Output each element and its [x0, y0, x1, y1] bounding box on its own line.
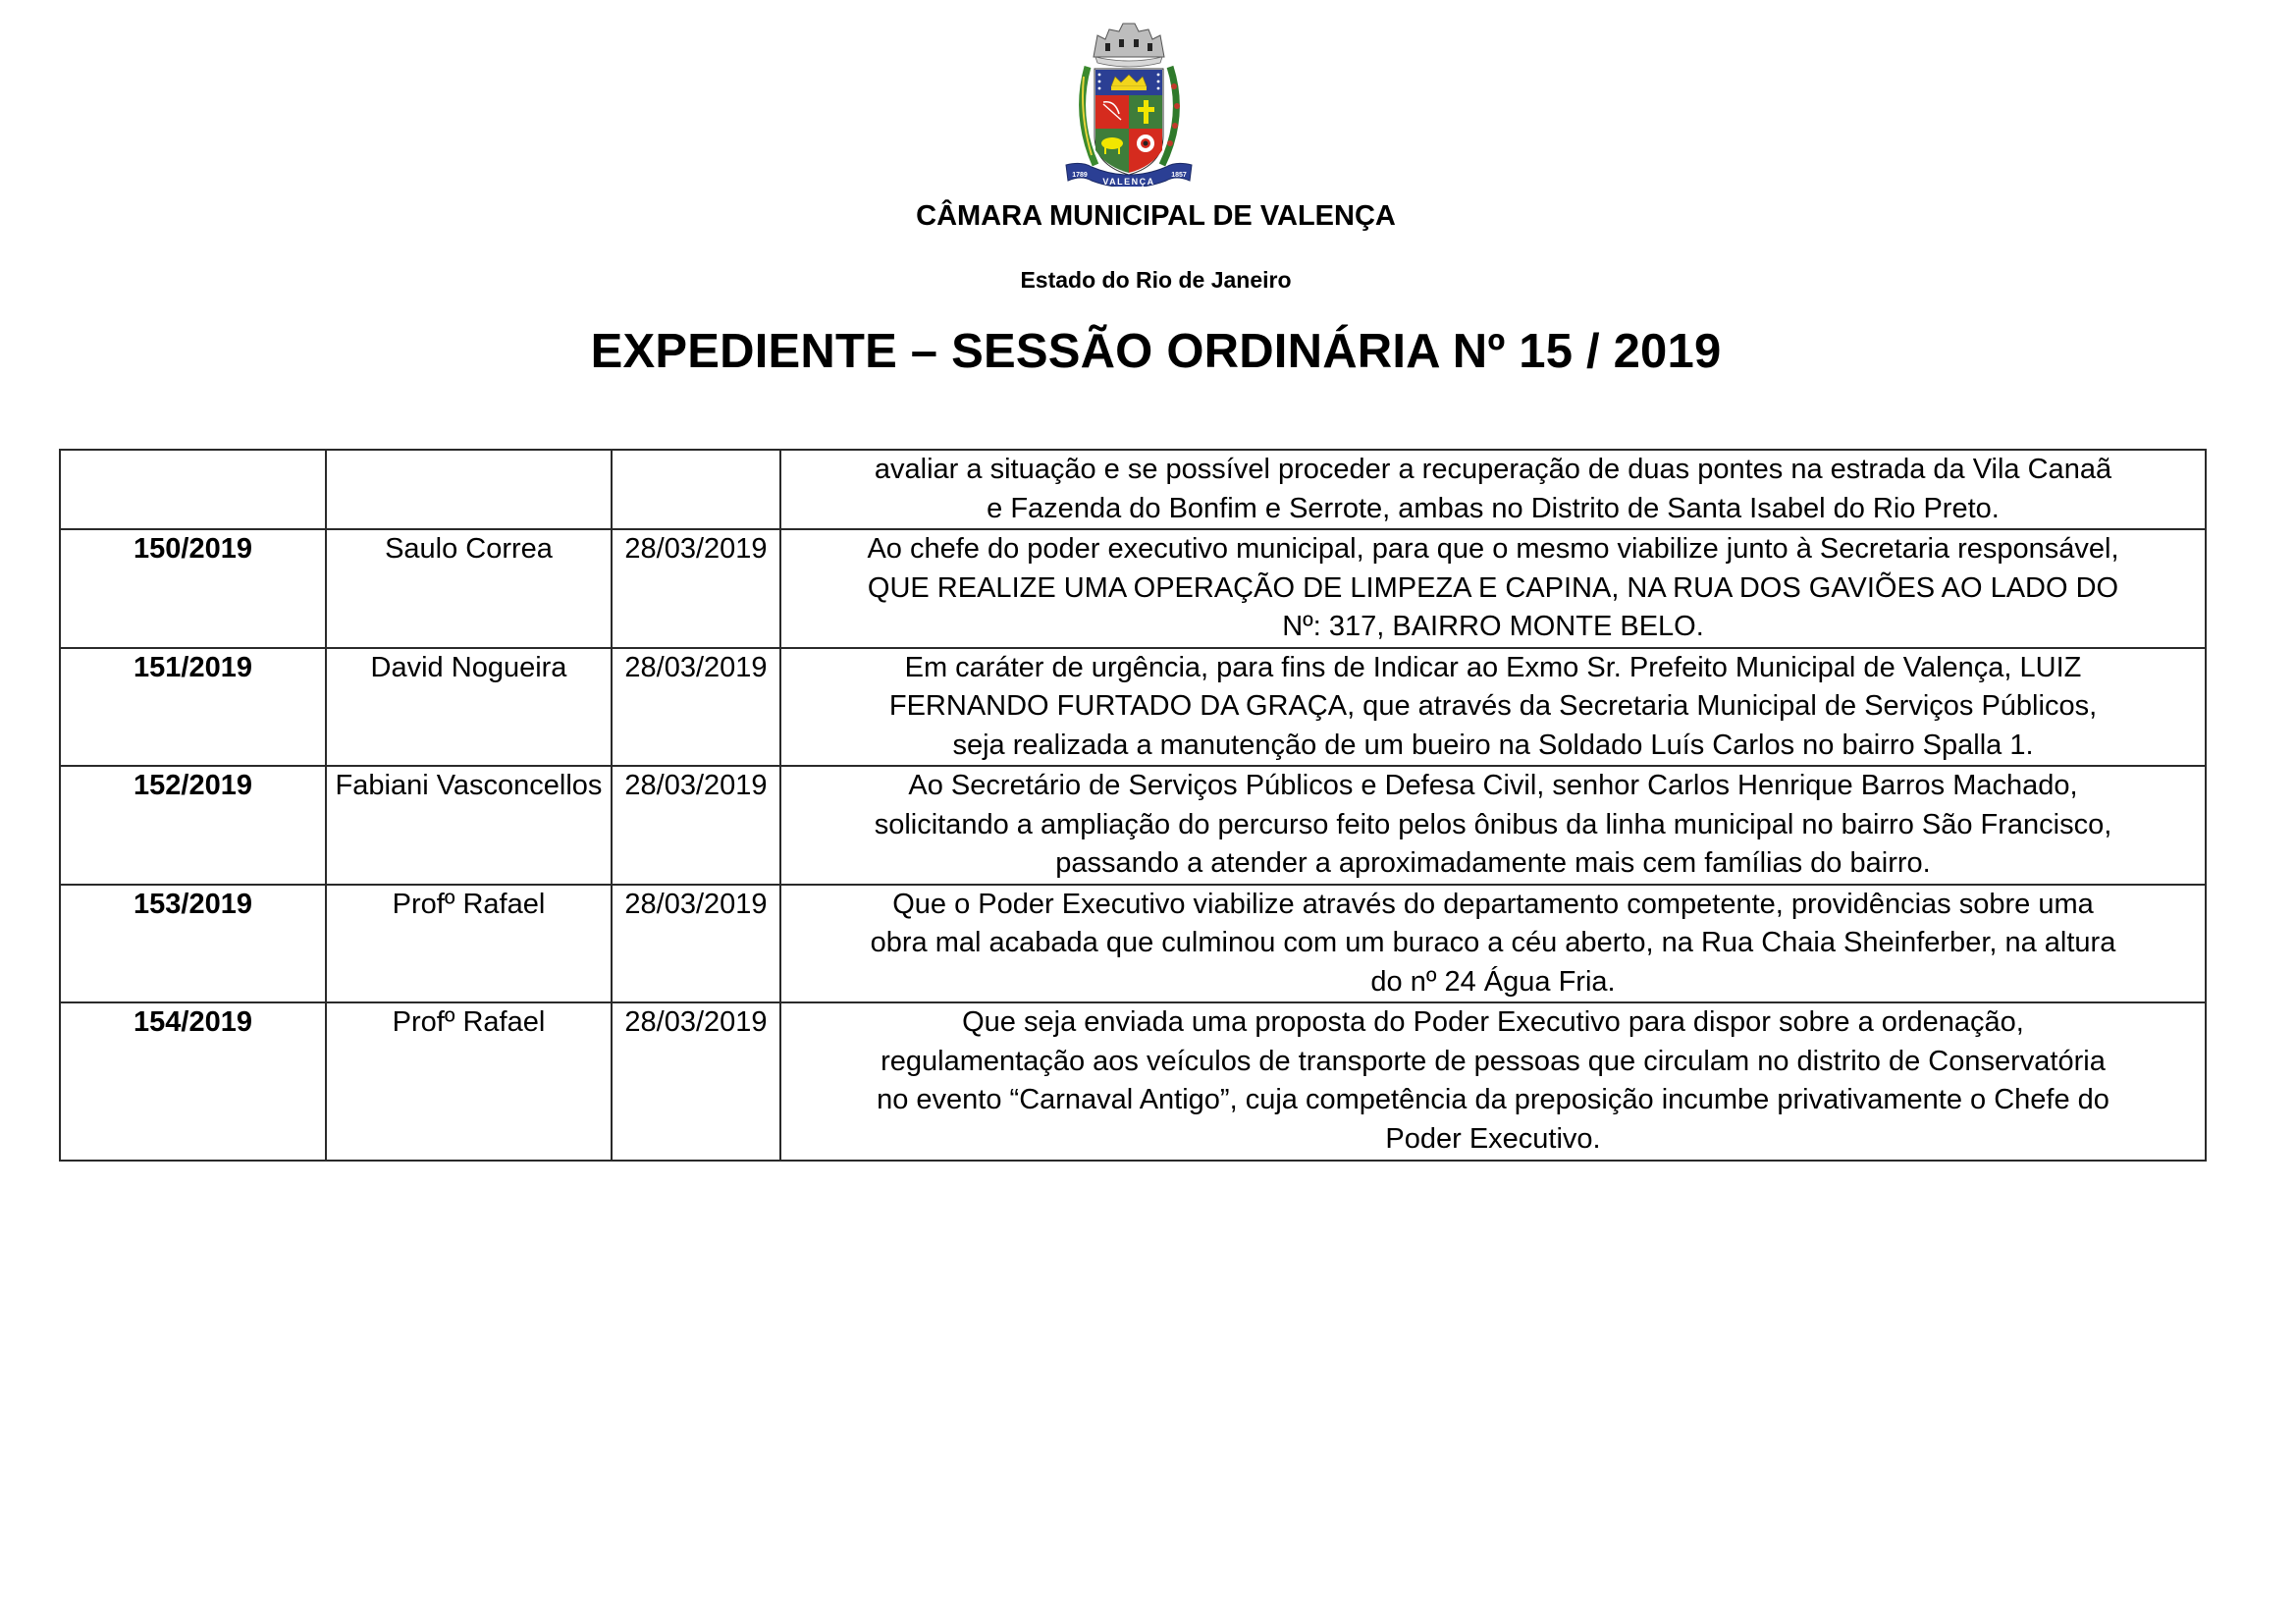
- table-row: [60, 766, 2206, 885]
- description-line: solicitando a ampliação do percurso feito pelos ônibus da linha municipal no bairro São Francisco,: [874, 808, 2112, 840]
- indication-description: [780, 450, 2206, 529]
- table-row: [60, 450, 2206, 529]
- author-name: Profº Rafael: [326, 885, 612, 1003]
- author-name: David Nogueira: [326, 648, 612, 767]
- indication-number: 150/2019: [60, 529, 326, 648]
- description-line: Em caráter de urgência, para fins de Indicar ao Exmo Sr. Prefeito Municipal de Valença, LUIZ: [904, 651, 2082, 683]
- description-line: Ao chefe do poder executivo municipal, para que o mesmo viabilize junto à Secretaria responsável,: [867, 533, 2119, 565]
- description-line: do nº 24 Água Fria.: [1370, 965, 1616, 998]
- description-line: Nº: 317, BAIRRO MONTE BELO.: [1282, 611, 1704, 642]
- indication-date: 28/03/2019: [612, 1002, 780, 1161]
- indication-number: 154/2019: [60, 1002, 326, 1161]
- indication-description: [780, 885, 2206, 1003]
- author-name: [326, 450, 612, 529]
- description-line: regulamentação aos veículos de transporte de pessoas que circulam no distrito de Conservatória: [881, 1045, 2106, 1077]
- expediente-table: [59, 449, 2207, 1162]
- indication-date: 28/03/2019: [612, 648, 780, 767]
- author-name: Saulo Correa: [326, 529, 612, 648]
- table-row: [60, 1002, 2206, 1161]
- indication-description: [780, 529, 2206, 648]
- table-row: [60, 529, 2206, 648]
- banner-city-name: VALENÇA: [1102, 177, 1155, 187]
- indication-number: 152/2019: [60, 766, 326, 885]
- description-line: Que seja enviada uma proposta do Poder Executivo para dispor sobre a ordenação,: [962, 1006, 2024, 1038]
- description-line: Que o Poder Executivo viabilize através do departamento competente, providências sobre uma: [892, 888, 2094, 920]
- indication-description: [780, 1002, 2206, 1161]
- indication-date: 28/03/2019: [612, 529, 780, 648]
- author-name: Fabiani Vasconcellos: [326, 766, 612, 885]
- shield-icon: [1095, 69, 1163, 175]
- organization-name: CÂMARA MUNICIPAL DE VALENÇA: [916, 200, 1396, 232]
- state-name: Estado do Rio de Janeiro: [1020, 267, 1292, 293]
- table-row: [60, 885, 2206, 1003]
- page-title: EXPEDIENTE – SESSÃO ORDINÁRIA Nº 15 / 2019: [590, 325, 1722, 378]
- description-line: QUE REALIZE UMA OPERAÇÃO DE LIMPEZA E CAPINA, NA RUA DOS GAVIÕES AO LADO DO: [867, 571, 2119, 604]
- description-line: passando a atender a aproximadamente mais cem famílias do bairro.: [1055, 847, 1931, 879]
- description-line: obra mal acabada que culminou com um buraco a céu aberto, na Rua Chaia Sheinferber, na altura: [870, 927, 2116, 958]
- mural-crown-icon: [1094, 24, 1164, 67]
- table-row: [60, 648, 2206, 767]
- description-line: e Fazenda do Bonfim e Serrote, ambas no Distrito de Santa Isabel do Rio Preto.: [987, 492, 2000, 524]
- indication-description: [780, 766, 2206, 885]
- description-line: seja realizada a manutenção de um bueiro na Soldado Luís Carlos no bairro Spalla 1.: [952, 729, 2034, 761]
- indication-description: [780, 648, 2206, 767]
- banner-year-right: 1857: [1171, 172, 1187, 179]
- indication-date: 28/03/2019: [612, 885, 780, 1003]
- banner-year-left: 1789: [1072, 172, 1088, 179]
- author-name: Profº Rafael: [326, 1002, 612, 1161]
- description-line: avaliar a situação e se possível proceder a recuperação de duas pontes na estrada da Vila Canaã: [874, 454, 2112, 485]
- description-line: Poder Executivo.: [1385, 1122, 1601, 1155]
- indication-number: 151/2019: [60, 648, 326, 767]
- coat-of-arms-icon: [1062, 18, 1196, 187]
- indication-number: 153/2019: [60, 885, 326, 1003]
- indication-date: 28/03/2019: [612, 766, 780, 885]
- description-line: no evento “Carnaval Antigo”, cuja competência da preposição incumbe privativamente o Chefe do: [877, 1084, 2109, 1115]
- description-line: Ao Secretário de Serviços Públicos e Defesa Civil, senhor Carlos Henrique Barros Machado,: [908, 770, 2078, 801]
- indication-date: [612, 450, 780, 529]
- indication-number: [60, 450, 326, 529]
- description-line: FERNANDO FURTADO DA GRAÇA, que através da Secretaria Municipal de Serviços Públicos,: [888, 690, 2098, 722]
